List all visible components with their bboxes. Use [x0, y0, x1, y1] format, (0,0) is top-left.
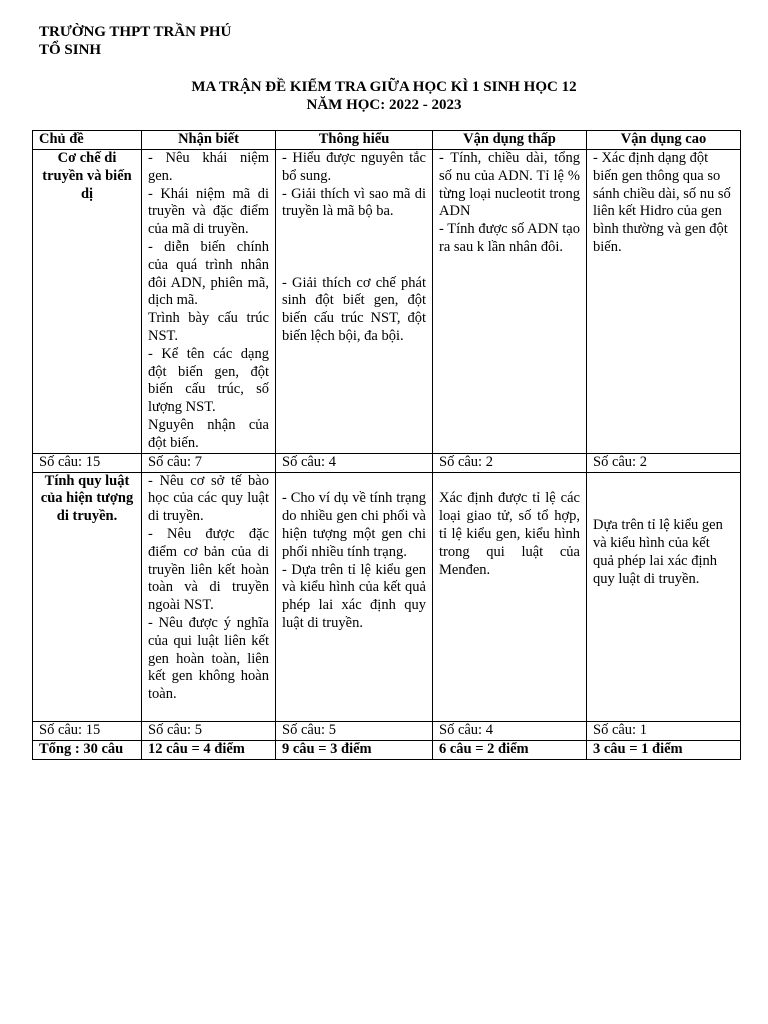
count-cell: Số câu: 2 [587, 453, 741, 472]
count-cell: Số câu: 2 [433, 453, 587, 472]
cell-line: - Nêu được ý nghĩa của qui luật liên kết gen hoàn toàn, liên kết gen không hoàn toàn. [148, 614, 269, 703]
cell-line: Dựa trên tỉ lệ kiểu gen và kiểu hình của kết quả phép lai xác định quy luật di truyền. [593, 517, 723, 587]
count-cell: Số câu: 15 [33, 721, 142, 740]
cell-line: - Tính, chiều dài, tổng số nu của ADN. Tỉ lệ % từng loại nucleotit trong ADN [439, 150, 580, 220]
col-header-nhan-biet: Nhận biết [142, 131, 276, 150]
table-row [33, 150, 741, 454]
group-name: TỔ SINH [39, 42, 102, 58]
total-cell: 12 câu = 4 điểm [142, 740, 276, 759]
total-cell: 9 câu = 3 điểm [276, 740, 433, 759]
table-row [33, 472, 741, 721]
topic-cell: Tính quy luật của hiện tượng di truyền. [33, 472, 142, 721]
cell-line: - Dựa trên tỉ lệ kiểu gen và kiểu hình của kết quả phép lai xác định quy luật di truyền. [282, 561, 426, 631]
thong-hieu-cell [276, 472, 433, 721]
spacer [593, 473, 734, 500]
cell-line: - Cho ví dụ về tính trạng do nhiều gen chi phối và hiện tượng một gen chi phối nhiều tính trạng. [282, 490, 426, 560]
count-cell: Số câu: 5 [142, 721, 276, 740]
cell-line: - Hiểu được nguyên tắc bổ sung. [282, 150, 426, 184]
header-row [33, 131, 741, 150]
count-cell: Số câu: 1 [587, 721, 741, 740]
cell-line: - Khái niệm mã di truyền và đặc điểm của mã di truyền. [148, 185, 269, 238]
count-cell: Số câu: 4 [276, 453, 433, 472]
spacer [282, 221, 426, 239]
spacer [282, 239, 426, 257]
count-row [33, 721, 741, 740]
cell-line: - diễn biến chính của quá trình nhân đôi ADN, phiên mã, dịch mã. [148, 238, 269, 309]
van-dung-cao-cell [587, 472, 741, 721]
cell-line: - Kể tên các dạng đột biến gen, đột biến cấu trúc, số lượng NST. [148, 345, 269, 416]
school-header [39, 23, 231, 59]
exam-matrix-table [32, 130, 741, 760]
spacer [282, 473, 426, 491]
cell-line: - Giải thích vì sao mã di truyền là mã bộ ba. [282, 185, 426, 220]
van-dung-thap-cell [433, 472, 587, 721]
topic-cell: Cơ chế di truyền và biến dị [33, 150, 142, 454]
title-year: NĂM HỌC: 2022 - 2023 [306, 97, 462, 113]
col-header-thong-hieu: Thông hiểu [276, 131, 433, 150]
document-title [0, 78, 768, 114]
cell-line: - Nêu được đặc điểm cơ bản của di truyền liên kết hoàn toàn và di truyền ngoài NST. [148, 525, 269, 614]
cell-line: Xác định được tỉ lệ các loại giao tử, số tổ hợp, tỉ lệ kiểu gen, kiểu hình trong qui luật của Menđen. [439, 490, 580, 578]
total-cell: 3 câu = 1 điểm [587, 740, 741, 759]
count-cell: Số câu: 7 [142, 453, 276, 472]
title-main: MA TRẬN ĐỀ KIỂM TRA GIỮA HỌC KÌ 1 SINH HỌC 12 [191, 79, 577, 95]
total-row [33, 740, 741, 759]
school-name: TRƯỜNG THPT TRẦN PHÚ [39, 24, 232, 40]
count-row [33, 453, 741, 472]
thong-hieu-cell [276, 150, 433, 454]
count-cell: Số câu: 4 [433, 721, 587, 740]
total-cell: 6 câu = 2 điểm [433, 740, 587, 759]
cell-line: Trình bày cấu trúc NST. [148, 310, 269, 344]
nhan-biet-cell [142, 472, 276, 721]
van-dung-cao-cell [587, 150, 741, 454]
count-cell: Số câu: 15 [33, 453, 142, 472]
col-header-van-dung-thap: Vận dụng thấp [433, 131, 587, 150]
total-cell: Tổng : 30 câu [33, 740, 142, 759]
cell-line: - Nêu khái niệm gen. [148, 150, 269, 184]
cell-line: - Xác định dạng đột biến gen thông qua so sánh chiều dài, số nu số liên kết Hidro của gen bình thường và gen đột biến. [593, 150, 731, 255]
spacer [593, 500, 734, 518]
spacer [439, 473, 580, 491]
cell-line: Nguyên nhận của đột biến. [148, 416, 269, 451]
spacer [282, 257, 426, 275]
nhan-biet-cell [142, 150, 276, 454]
cell-line: - Giải thích cơ chế phát sinh đột biết gen, đột biến cấu trúc NST, đột biến lệch bội, đa bội. [282, 274, 426, 344]
col-header-van-dung-cao: Vận dụng cao [587, 131, 741, 150]
van-dung-thap-cell [433, 150, 587, 454]
cell-line: - Tính được số ADN tạo ra sau k lần nhân đôi. [439, 221, 580, 255]
cell-line: - Nêu cơ sở tế bào học của các quy luật di truyền. [148, 472, 269, 525]
col-header-topic: Chủ đề [33, 131, 142, 150]
count-cell: Số câu: 5 [276, 721, 433, 740]
